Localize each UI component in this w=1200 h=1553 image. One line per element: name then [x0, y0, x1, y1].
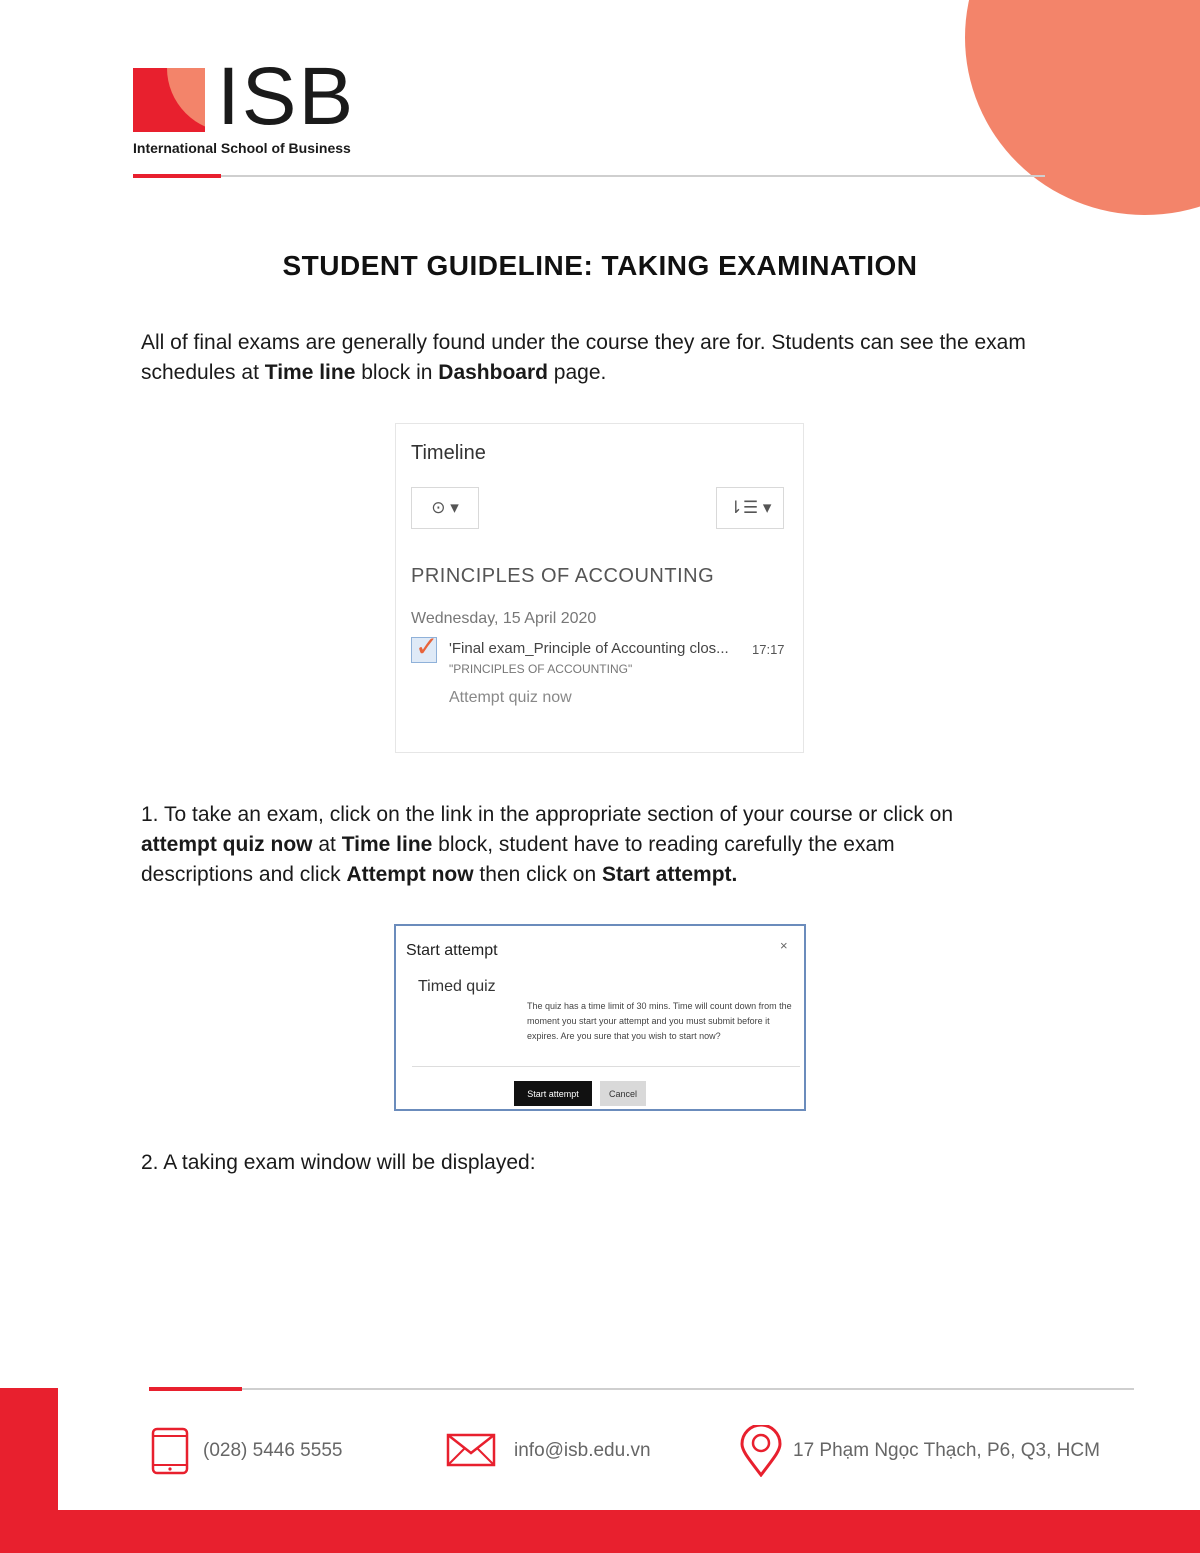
timeline-event-time: 17:17 — [752, 642, 785, 657]
document-title: STUDENT GUIDELINE: TAKING EXAMINATION — [282, 250, 918, 281]
sort-list-icon: ⇂☰ ▾ — [728, 498, 772, 517]
logo-subtitle: International School of Business — [133, 140, 351, 156]
location-pin-icon — [739, 1425, 783, 1477]
quiz-check-icon: ✓ — [411, 637, 437, 663]
close-icon[interactable]: × — [780, 938, 788, 953]
intro-paragraph: All of final exams are generally found under the course they are for. Students can see the exam schedules at Time line block in Dashboard page. — [141, 331, 1026, 384]
footer-phone: (028) 5446 5555 — [203, 1440, 343, 1461]
footer-address: 17 Phạm Ngọc Thạch, P6, Q3, HCM — [793, 1440, 1100, 1461]
decorative-corner-circle — [965, 0, 1200, 215]
timeline-event-link[interactable]: 'Final exam_Principle of Accounting clos... — [449, 640, 729, 657]
cancel-button[interactable]: Cancel — [600, 1081, 646, 1106]
email-icon — [446, 1433, 496, 1467]
logo-mark-icon — [133, 68, 205, 132]
dialog-description: The quiz has a time limit of 30 mins. Time will count down from the moment you start your attempt and you must submit before it expires. Are you sure that you wish to start now? — [527, 1001, 792, 1041]
dialog-title: Start attempt — [406, 942, 498, 959]
dialog-separator — [412, 1066, 800, 1067]
decorative-bottom-bar — [0, 1510, 1200, 1553]
timeline-title: Timeline — [411, 442, 486, 464]
step-2-paragraph: 2. A taking exam window will be displayed: — [141, 1151, 536, 1174]
footer-divider-accent — [149, 1387, 242, 1391]
timeline-event-course: "PRINCIPLES OF ACCOUNTING" — [449, 662, 633, 676]
step-1-paragraph: 1. To take an exam, click on the link in the appropriate section of your course or click on attempt quiz now at Time line block, student have to reading carefully the exam descriptions and click Attempt now then click on Start attempt. — [141, 803, 954, 886]
footer-divider — [149, 1388, 1134, 1390]
timeline-block-screenshot — [395, 423, 804, 753]
start-attempt-dialog-screenshot — [394, 924, 806, 1111]
attempt-quiz-now-link[interactable]: Attempt quiz now — [449, 689, 572, 706]
isb-logo — [133, 51, 393, 176]
header-divider — [133, 175, 1045, 177]
phone-icon — [151, 1427, 189, 1475]
timeline-date: Wednesday, 15 April 2020 — [411, 610, 597, 627]
header-divider-accent — [133, 174, 221, 178]
timeline-course-name: PRINCIPLES OF ACCOUNTING — [411, 565, 715, 587]
logo-wordmark: ISB — [217, 51, 356, 142]
timeline-sort-button[interactable] — [716, 487, 784, 529]
dialog-subtitle: Timed quiz — [418, 978, 496, 995]
clock-icon: ⊙ ▾ — [431, 498, 459, 517]
start-attempt-button[interactable]: Start attempt — [514, 1081, 592, 1106]
timeline-filter-button[interactable] — [411, 487, 479, 529]
footer-email: info@isb.edu.vn — [514, 1440, 651, 1461]
